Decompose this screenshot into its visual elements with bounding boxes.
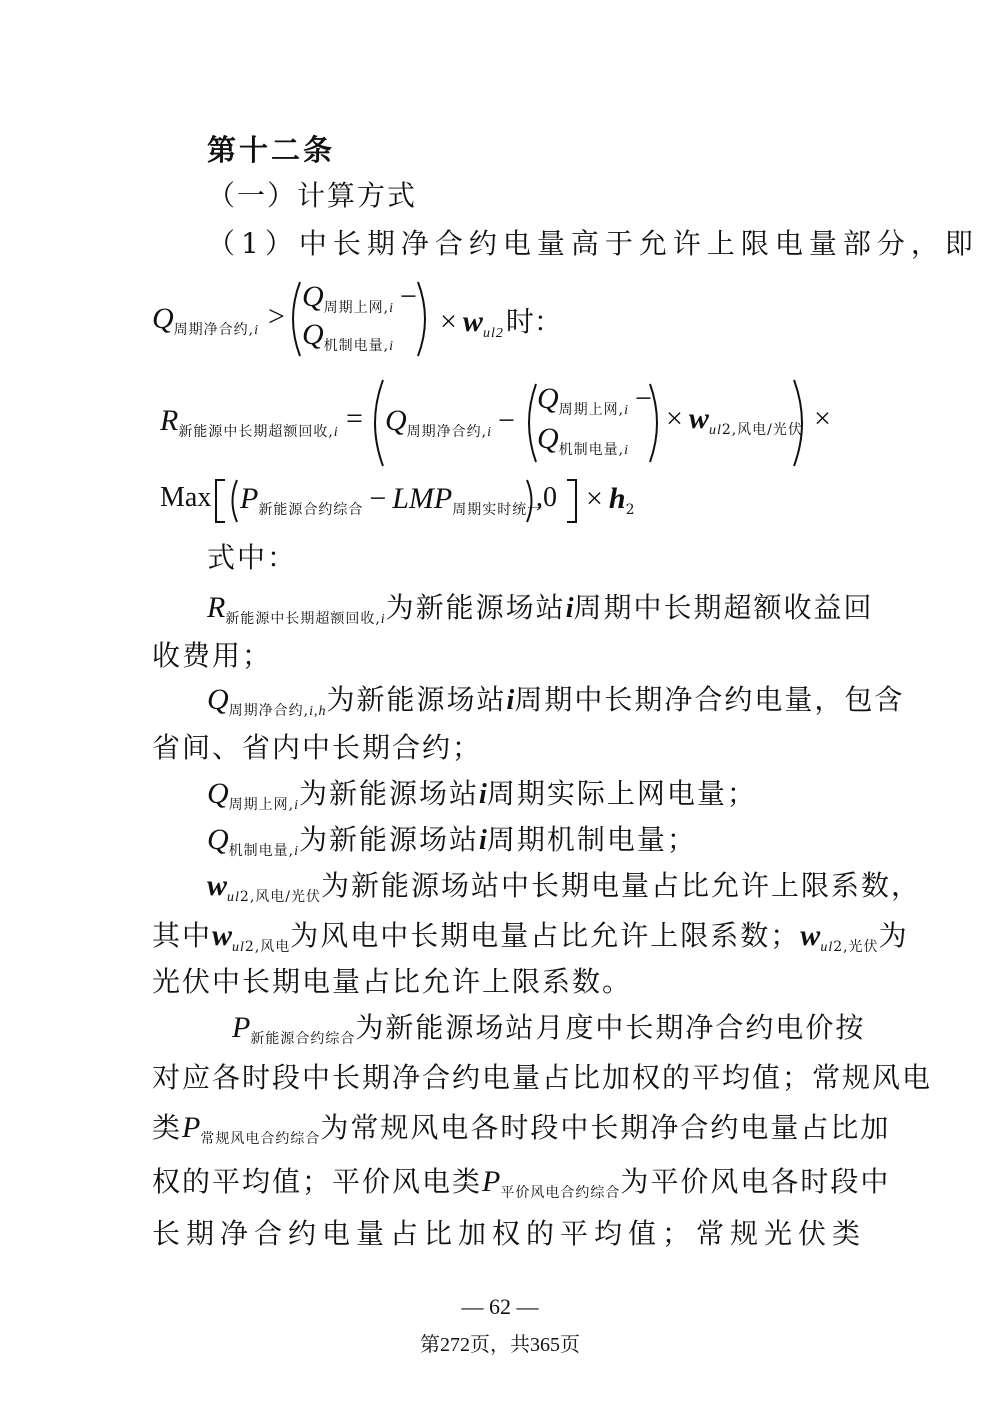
def-p-cont: 对应各时段中长期净合约电量占比加权的平均值；常规风电 <box>152 1061 933 1094</box>
minus: − <box>498 404 515 437</box>
subscript: 新能源合约综合 <box>258 502 364 518</box>
symbol-lmp: LMP <box>392 482 453 515</box>
def-q-mech <box>207 820 852 872</box>
def-p-parity <box>152 1162 891 1213</box>
subscript: ul <box>227 890 240 905</box>
symbol-q: Q <box>302 280 324 313</box>
subscript: 新能源中长期超额回收, <box>178 424 334 440</box>
equals: = <box>346 402 363 435</box>
def-text: 类 <box>152 1111 183 1144</box>
def-text: 为新能源场站 <box>299 777 480 810</box>
def-text: 周期实际上网电量； <box>486 777 757 810</box>
subscript: ul <box>232 940 245 955</box>
def-w-solar: 光伏中长期电量占比允许上限系数。 <box>152 965 633 998</box>
def-text: 周期中长期超额收益回 <box>573 591 874 624</box>
def-q-net <box>207 680 905 732</box>
subscript-i: i <box>380 612 386 627</box>
subscript-i: i <box>254 323 260 338</box>
symbol-w: w <box>688 402 709 435</box>
outer-left-paren <box>365 378 387 468</box>
symbol-w: w <box>207 869 228 902</box>
symbol-p: P <box>240 482 259 515</box>
page-number: — 62 — <box>461 1294 539 1319</box>
def-text: 为平价风电各时段中 <box>620 1165 891 1198</box>
subscript: 2,风电/光伏 <box>239 889 321 905</box>
max-function: Max <box>160 482 212 513</box>
outer-right-paren <box>790 378 812 468</box>
symbol-r: R <box>160 404 179 437</box>
def-text: 为新能源场站 <box>299 823 480 856</box>
symbol-q: Q <box>207 683 229 716</box>
subscript-i: i <box>624 403 630 418</box>
subscript-i: i <box>624 443 630 458</box>
def-text: 其中 <box>152 919 213 952</box>
def-text: 周期中长期净合约电量，包含 <box>514 683 905 716</box>
times: × <box>666 402 683 435</box>
def-text: 为新能源场站 <box>326 683 507 716</box>
def-text: 为风电中长期电量占比允许上限系数； <box>290 919 801 952</box>
symbol-i: i <box>565 593 574 624</box>
symbol-i: i <box>506 685 515 716</box>
section-title: （一）计算方式 <box>207 179 418 212</box>
subscript: 新能源合约综合 <box>250 1031 356 1047</box>
def-text: 权的平均值；平价风电类 <box>152 1165 483 1198</box>
subscript-i: i <box>294 798 300 813</box>
subscript: 机制电量, <box>558 442 625 458</box>
formula-suffix: 时： <box>505 305 562 338</box>
right-paren <box>414 280 434 358</box>
subscript: 周期上网, <box>558 402 625 418</box>
symbol-w: w <box>800 919 821 952</box>
symbol-h: h <box>608 482 626 515</box>
symbol-w: w <box>212 919 233 952</box>
subscript-i: i <box>333 425 339 440</box>
symbol-p: P <box>232 1011 251 1044</box>
symbol-q: Q <box>152 302 174 335</box>
subscript: ul <box>820 940 834 955</box>
subscript: 周期净合约, <box>173 322 255 338</box>
symbol-r: R <box>207 591 226 624</box>
symbol-i: i <box>479 779 487 810</box>
formula-recovery <box>160 378 860 468</box>
subscript-i: i <box>389 339 395 354</box>
symbol-q: Q <box>537 422 559 455</box>
symbol-q: Q <box>537 382 559 415</box>
subscript: 周期上网, <box>323 300 390 316</box>
def-q-net-cont: 省间、省内中长期合约； <box>152 731 483 764</box>
item1-intro: （1）中长期净合约电量高于允许上限电量部分，即 <box>207 227 979 260</box>
subscript: 周期净合约, <box>228 703 310 719</box>
minus: − <box>369 482 387 515</box>
left-paren <box>226 478 240 524</box>
symbol-w: w <box>462 305 483 338</box>
symbol-i: i <box>479 825 487 856</box>
subscript-i: i <box>487 425 493 440</box>
def-text: 为新能源场站中长期电量占比允许上限系数， <box>320 869 921 902</box>
subscript: 平价风电合约综合 <box>500 1185 621 1201</box>
symbol-q: Q <box>302 318 324 351</box>
subscript: 周期净合约, <box>406 424 488 440</box>
subscript-i: i <box>389 301 395 316</box>
def-text: 为新能源场站 <box>385 591 566 624</box>
page-count: 第272页，共365页 <box>420 1334 580 1356</box>
subscript: 机制电量, <box>323 338 390 354</box>
def-q-grid <box>207 774 852 826</box>
times: × <box>586 482 603 515</box>
def-r-cont: 收费用； <box>152 639 273 672</box>
greater-than: > <box>268 300 285 333</box>
def-w-wind <box>152 916 909 968</box>
def-last-line: 长期净合约电量占比加权的平均值；常规光伏类 <box>152 1217 867 1250</box>
right-bracket <box>564 478 580 524</box>
def-text: 为常规风电各时段中长期净合约电量占比加 <box>320 1111 891 1144</box>
subscript-i: i <box>294 844 300 859</box>
symbol-q: Q <box>385 404 407 437</box>
times: × <box>440 305 457 338</box>
subscript: 常规风电合约综合 <box>200 1131 321 1147</box>
where-label: 式中： <box>207 541 298 574</box>
subscript: 2,光伏 <box>833 939 879 955</box>
symbol-p: P <box>182 1111 201 1144</box>
def-text: 周期机制电量； <box>486 823 697 856</box>
subscript: 周期上网, <box>228 797 295 813</box>
left-paren <box>284 280 304 358</box>
article-title: 第十二条 <box>207 133 336 167</box>
formula-max <box>160 478 860 526</box>
minus: − <box>400 280 417 313</box>
def-p-conv <box>152 1108 891 1159</box>
symbol-q: Q <box>207 823 229 856</box>
times: × <box>814 402 831 435</box>
subscript: ul2 <box>482 326 504 341</box>
formula-condition <box>152 280 852 360</box>
def-p <box>232 1008 866 1059</box>
def-r <box>207 588 874 640</box>
symbol-p: P <box>482 1165 501 1198</box>
def-text: 为 <box>878 919 909 952</box>
subscript: 机制电量, <box>228 843 295 859</box>
symbol-q: Q <box>207 777 229 810</box>
subscript: 周期实时统一 <box>452 502 543 518</box>
subscript: 2,风电 <box>244 939 291 955</box>
subscript: ul <box>708 423 722 438</box>
def-text: 为新能源场站月度中长期净合约电价按 <box>355 1011 866 1044</box>
subscript: 2 <box>625 502 636 518</box>
minus: − <box>635 382 652 415</box>
subscript: 新能源中长期超额回收, <box>225 611 381 627</box>
subscript-ih: i,h <box>309 704 327 719</box>
subscript: 2,风电/光伏 <box>721 422 803 438</box>
zero-value: ,0 <box>536 482 557 513</box>
def-w <box>207 866 921 918</box>
